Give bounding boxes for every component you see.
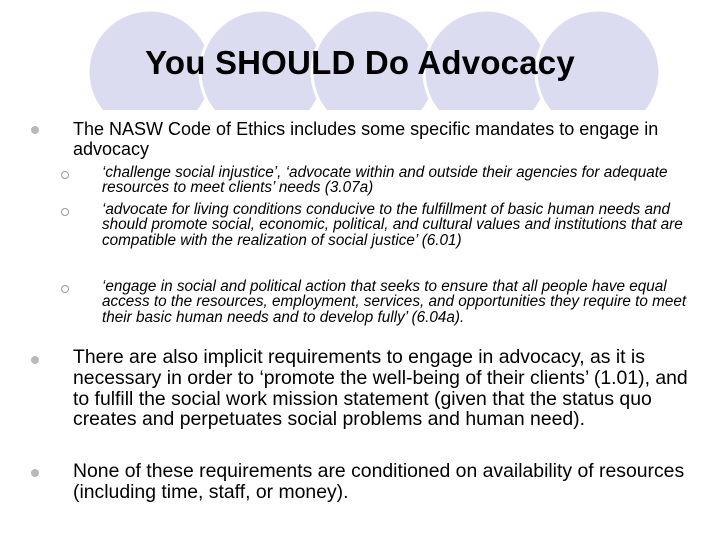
sub-bullet-text: ‘challenge social injustice’, ‘advocate within and outside their agencies for adequate resources to meet clients’ needs (3.07a)	[102, 164, 668, 197]
sub-bullet-text: ‘engage in social and political action that seeks to ensure that all people have equal access to the resources, employment, services, and opportunities they require to meet their basic human needs and to develop fully’ (6.04a).	[102, 278, 687, 326]
bullet-text: None of these requirements are conditioned on availability of resources (including time, staff, or money).	[73, 460, 685, 503]
sub-bullet-circle-icon	[61, 285, 69, 293]
bullet-dot-icon	[31, 356, 39, 364]
bullet-dot-icon	[31, 126, 39, 134]
sub-bullet-circle-icon	[61, 208, 69, 216]
sub-bullet-circle-icon	[61, 171, 69, 179]
bullet-dot-icon	[31, 469, 39, 477]
sub-bullet-text: ‘advocate for living conditions conducive to the fulfillment of basic human needs and should promote social, economic, political, and cultural values and institutions that are compatible with the realization of social justice’ (6.01)	[102, 201, 683, 249]
bullet-text: There are also implicit requirements to engage in advocacy, as it is necessary in order to ‘promote the well-being of their clients’ (1.01), and to fulfill the social work mission statement (given that the status quo creates and perpetuates social problems and human need).	[73, 346, 688, 431]
bullet-text: The NASW Code of Ethics includes some specific mandates to engage in advocacy	[73, 119, 659, 159]
slide-title: You SHOULD Do Advocacy	[145, 44, 575, 81]
